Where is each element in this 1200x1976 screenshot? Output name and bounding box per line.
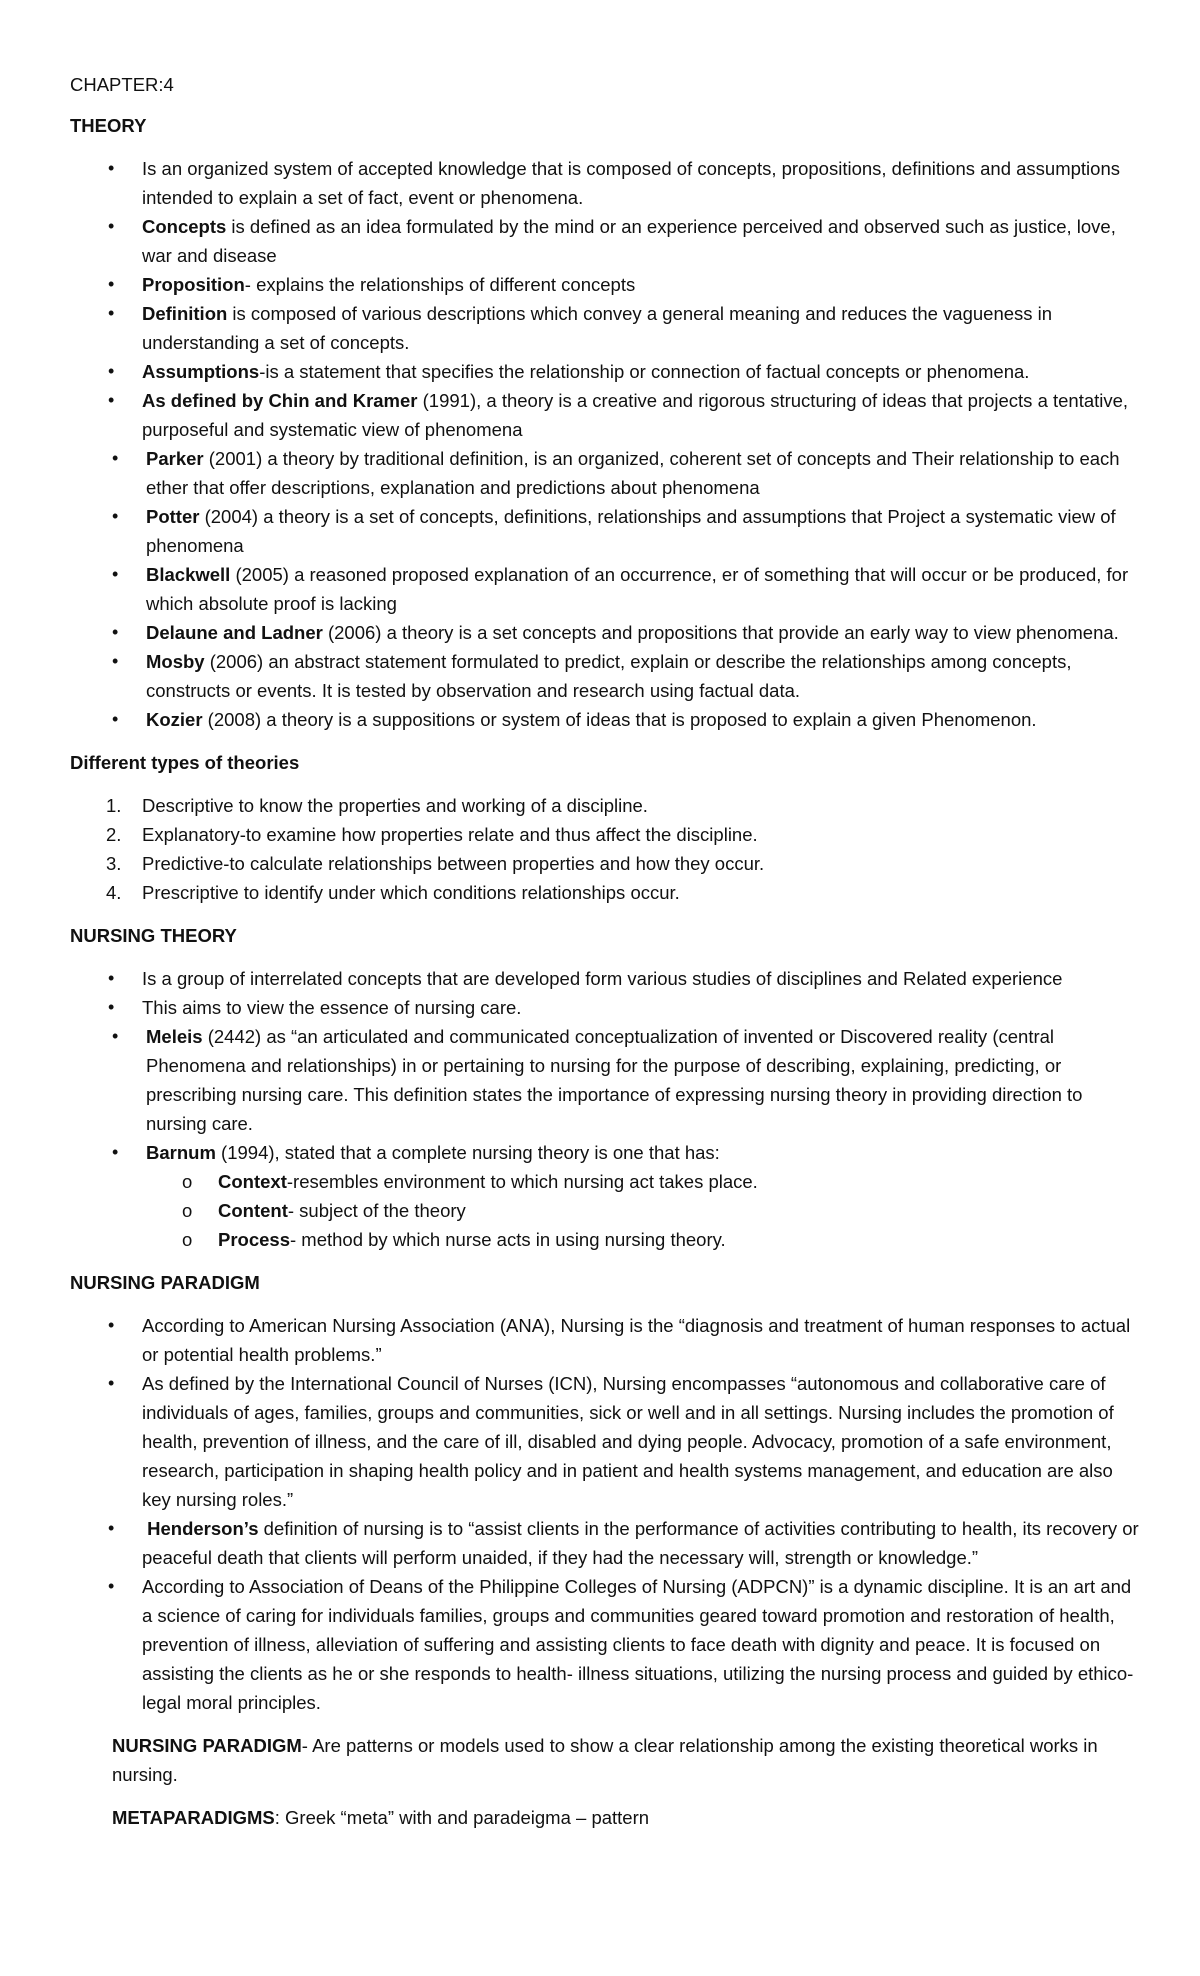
item-text: - method by which nurse acts in using nursing theory. (290, 1229, 726, 1250)
item-text: (2005) a reasoned proposed explanation of an occurrence, er of something that will occur or be produced, for which absolute proof is lacking (146, 564, 1129, 614)
list-item (70, 1572, 1140, 1717)
term: Parker (146, 448, 204, 469)
term: Barnum (146, 1142, 216, 1163)
list-item (70, 444, 1140, 502)
item-text: is composed of various descriptions which convey a general meaning and reduces the vagueness in understanding a set of concepts. (142, 303, 1053, 353)
list-item (70, 212, 1140, 270)
nursing-paradigm-list (70, 1311, 1140, 1717)
term: Blackwell (146, 564, 231, 585)
item-number: 2. (106, 824, 122, 845)
list-item (70, 964, 1140, 993)
chapter-label: CHAPTER:4 (70, 74, 174, 95)
term: Delaune and Ladner (146, 622, 323, 643)
item-text: This aims to view the essence of nursing care. (142, 997, 522, 1018)
term: As defined by Chin and Kramer (142, 390, 418, 411)
item-number: 1. (106, 795, 122, 816)
term: NURSING PARADIGM (112, 1735, 302, 1756)
list-item (70, 820, 1140, 849)
item-text: Descriptive to know the properties and working of a discipline. (142, 795, 648, 816)
document-page (70, 70, 1140, 1846)
list-item (70, 357, 1140, 386)
term: Content (218, 1200, 288, 1221)
list-item (70, 1311, 1140, 1369)
sub-list (146, 1167, 1140, 1254)
list-item (70, 386, 1140, 444)
term: Context (218, 1171, 287, 1192)
item-text: is defined as an idea formulated by the mind or an experience perceived and observed such as justice, love, war and disease (142, 216, 1116, 266)
item-text: (2442) as “an articulated and communicated conceptualization of invented or Discovered reality (central Phenomena and relationships) in or pertaining to nursing for the purpose of describing, explaining, predicting, or prescribing nursing care. This definition states the importance of expressing nursing theory in providing direction to nursing care. (146, 1026, 1083, 1134)
item-text: (1994), stated that a complete nursing theory is one that has: (215, 1142, 720, 1163)
list-item (70, 560, 1140, 618)
theory-heading: THEORY (70, 115, 147, 136)
sub-item (70, 1196, 1140, 1225)
item-text: (2004) a theory is a set of concepts, definitions, relationships and assumptions that Project a systematic view of phenomena (146, 506, 1116, 556)
item-text: According to Association of Deans of the Philippine Colleges of Nursing (ADPCN)” is a dynamic discipline. It is an art and a science of caring for individuals families, groups and communities geared toward promotion and restoration of health, prevention of illness, alleviation of suffering and assisting clients to face death with dignity and peace. It is focused on assisting the clients as he or she responds to health- illness situations, utilizing the nursing process and guided by ethico-legal moral principles. (142, 1576, 1134, 1713)
term: Definition (142, 303, 228, 324)
list-item (70, 1138, 1140, 1254)
term: Concepts (142, 216, 227, 237)
item-text: (1991), a theory is a creative and rigorous structuring of ideas that projects a tentative, purposeful and systematic view of phenomena (142, 390, 1129, 440)
list-item (70, 878, 1140, 907)
metaparadigms-definition (70, 1803, 1140, 1832)
term: METAPARADIGMS (112, 1807, 275, 1828)
item-text: definition of nursing is to “assist clients in the performance of activities contributing to health, its recovery or peaceful death that clients will perform unaided, if they had the necessary will, strength or knowledge.” (142, 1518, 1139, 1568)
term: Assumptions (142, 361, 260, 382)
list-item (70, 647, 1140, 705)
item-number: 4. (106, 882, 122, 903)
sub-item (70, 1167, 1140, 1196)
list-item (70, 791, 1140, 820)
item-text: (2001) a theory by traditional definition, is an organized, coherent set of concepts and Their relationship to each ether that offer descriptions, explanation and predictions about phenomena (146, 448, 1120, 498)
item-text: Predictive-to calculate relationships between properties and how they occur. (142, 853, 765, 874)
item-text: Is a group of interrelated concepts that are developed form various studies of disciplines and Related experience (142, 968, 1063, 989)
term: Meleis (146, 1026, 203, 1047)
list-item (70, 1369, 1140, 1514)
item-text: As defined by the International Council of Nurses (ICN), Nursing encompasses “autonomous and collaborative care of individuals of ages, families, groups and communities, sick or well and in all settings. Nursing includes the promotion of health, prevention of illness, and the care of ill, disabled and dying people. Advocacy, promotion of a safe environment, research, participation in shaping health policy and in patient and health systems management, and education are also key nursing roles.” (142, 1373, 1114, 1510)
item-text: (2006) a theory is a set concepts and propositions that provide an early way to view phenomena. (322, 622, 1119, 643)
item-text: (2006) an abstract statement formulated to predict, explain or describe the relationships among concepts, constructs or events. It is tested by observation and research using factual data. (146, 651, 1072, 701)
item-text: -resembles environment to which nursing act takes place. (286, 1171, 758, 1192)
list-item (70, 1514, 1140, 1572)
item-text: - Are patterns or models used to show a clear relationship among the existing theoretical works in nursing. (112, 1735, 1098, 1785)
list-item (70, 618, 1140, 647)
item-text: Is an organized system of accepted knowledge that is composed of concepts, propositions, definitions and assumptions intended to explain a set of fact, event or phenomena. (142, 158, 1120, 208)
item-text: Prescriptive to identify under which conditions relationships occur. (142, 882, 680, 903)
item-text: - subject of the theory (287, 1200, 466, 1221)
paradigm-definition (70, 1731, 1140, 1789)
item-text: Explanatory-to examine how properties relate and thus affect the discipline. (142, 824, 758, 845)
item-text: (2008) a theory is a suppositions or system of ideas that is proposed to explain a given Phenomenon. (202, 709, 1037, 730)
list-item (70, 993, 1140, 1022)
list-item (70, 1022, 1140, 1138)
item-text: -is a statement that specifies the relationship or connection of factual concepts or phenomena. (259, 361, 1030, 382)
list-item (70, 299, 1140, 357)
list-item (70, 270, 1140, 299)
nursing-theory-heading: NURSING THEORY (70, 925, 237, 946)
types-list (70, 791, 1140, 907)
nursing-theory-list (70, 964, 1140, 1254)
term: Henderson’s (147, 1518, 259, 1539)
types-heading: Different types of theories (70, 752, 300, 773)
item-text: According to American Nursing Association (ANA), Nursing is the “diagnosis and treatment of human responses to actual or potential health problems.” (142, 1315, 1131, 1365)
term: Proposition (142, 274, 245, 295)
term: Process (218, 1229, 290, 1250)
sub-item (70, 1225, 1140, 1254)
list-item (70, 705, 1140, 734)
term: Potter (146, 506, 200, 527)
term: Kozier (146, 709, 203, 730)
list-item (70, 849, 1140, 878)
list-item (70, 502, 1140, 560)
item-text: : Greek “meta” with and paradeigma – pattern (274, 1807, 650, 1828)
term: Mosby (146, 651, 205, 672)
item-text: - explains the relationships of different concepts (244, 274, 636, 295)
list-item (70, 154, 1140, 212)
nursing-paradigm-heading: NURSING PARADIGM (70, 1272, 260, 1293)
theory-list (70, 154, 1140, 734)
item-number: 3. (106, 853, 122, 874)
